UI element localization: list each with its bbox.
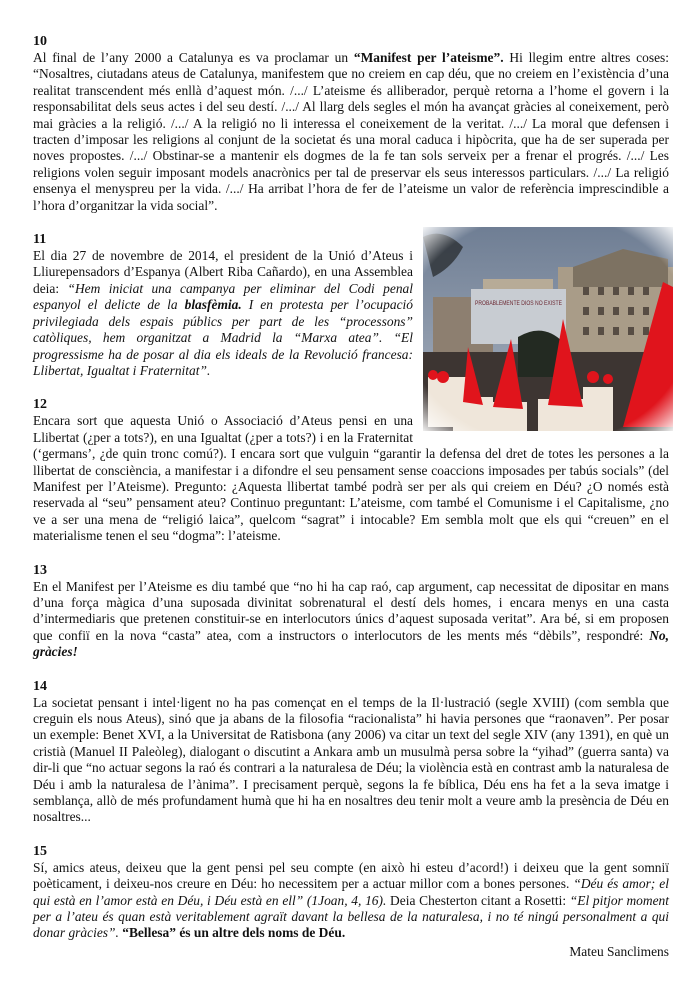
section-10 bbox=[33, 33, 669, 214]
emphasis-text: No, gràcies! bbox=[33, 627, 669, 660]
quote-text: “El pitjor moment per a l’ateu és quan està veritablement agraït davant la bellesa de la naturalesa, i no té ningú personalment a qui donar gràcies”. bbox=[33, 892, 670, 941]
section-11 bbox=[33, 231, 669, 379]
text-segment: Sí, amics ateus, deixeu que la gent pensi pel seu compte (en això hi esteu d’acord!) i deixeu que la gent somniï poèticament, i deixeu-nos creure en Déu: ho necessitem per a actuar millor com a bones persones. bbox=[33, 859, 669, 892]
section-paragraph bbox=[33, 579, 669, 661]
document-page bbox=[33, 33, 669, 960]
section-number: 14 bbox=[33, 678, 47, 694]
section-paragraph bbox=[33, 50, 669, 214]
author-signature: Mateu Sanclimens bbox=[569, 943, 669, 959]
section-15 bbox=[33, 843, 669, 960]
section-14 bbox=[33, 678, 669, 826]
section-paragraph bbox=[33, 695, 669, 826]
quote-text: “Hem iniciat una campanya per eliminar del Codi penal espanyol el delicte de la bbox=[33, 280, 413, 313]
section-paragraph bbox=[33, 860, 669, 942]
section-paragraph bbox=[33, 413, 669, 544]
text-segment: Deia Chesterton citant a Rosetti: bbox=[386, 892, 570, 908]
section-number: 13 bbox=[33, 562, 47, 578]
quote-text: “Déu és amor; el qui està en l’amor està en Déu, i Déu està en ell” (1Joan, 4, 16). bbox=[33, 876, 669, 908]
quote-text: I en protesta per l’ocupació privilegiada dels espais públics per part de les “processons” catòliques, hem organitzat a Madrid la “Marxa atea”. “El progressisme ha de posar al dia els ideals de la Revolució francesa: Llibertat, Igualtat i Fraternitat”. bbox=[33, 297, 413, 378]
section-13 bbox=[33, 562, 669, 661]
section-number: 10 bbox=[33, 34, 47, 49]
text-segment: El dia 27 de novembre de 2014, el president de la Unió d’Ateus i Lliurepensadors d’Espanya (Albert Riba Cañardo), en una Assemblea deia: bbox=[33, 248, 413, 296]
section-number: 12 bbox=[33, 397, 47, 413]
text-segment: Hi llegim entre altres coses: “Nosaltres, ciutadans ateus de Catalunya, manifestem que no creiem en cap déu, que no creiem en l’existència d’una realitat transcendent més enllà d’aquest món. /.../ L’ateisme és alliberador, perquè retorna a l’home el govern i la responsabilitat dels seus actes i del seu destí. /.../ Al llarg dels segles el món ha avançat gràcies al coneixement, però mai gràcies a la religió. /.../ A la religió no li interessa el coneixement de la veritat. /.../ La moral que defensen i tracten d’imposar les religions al conjunt de la societat és una moral caduca i hipòcrita, que ha de ser superada per noves propostes. /.../ Obstinar-se a mantenir els dogmes de la fe tan sols serveix per a frenar el progrés. /.../ Les religions volen seguir imposant models anacrònics per tal de preservar els seus interessos particulars. /.../ La religió ensenya el menyspreu per la vida. /.../ Ha arribat l’hora de fer de l’ateisme un valor de referència imprescindible a l’hora d’organitzar la vida social”. bbox=[33, 50, 669, 213]
text-segment: Al final de l’any 2000 a Catalunya es va proclamar un bbox=[33, 50, 354, 65]
section-number: 15 bbox=[33, 843, 47, 859]
emphasis-text: “Bellesa” és un altre dels noms de Déu. bbox=[122, 925, 346, 941]
text-segment: Encara sort que aquesta Unió o Associació d’Ateus pensi en una Llibertat (¿per a tots?), en una Igualtat (¿per a tots?) i en la Fraternitat (‘germans’, ¿de quin tronc comú?). I encara sort que vulguin “garantir la defensa del dret de totes les persones a la llibertat de consciència, a manifestar i a difondre el seu pensament sense coaccions imposades per tabús socials” (del Manifest per l’Ateisme). Pregunto: ¿Aquesta llibertat també podrà ser per als qui creiem en Déu? ¿O només està reservada al “seu” pensament ateu? Continuo preguntant: L’ateisme, com també el Comunisme i el Capitalisme, ¿no ve a ser una mena de “religió laica”, quelcom “sagrat” i intocable? Em sembla molt que els qui “creuen” en el materialisme tenen el seu “dogma”: l’ateisme. bbox=[33, 413, 669, 544]
procession-photo bbox=[423, 227, 673, 431]
emphasis-text: blasfèmia. bbox=[184, 297, 242, 313]
svg-text:PROBABLEMENTE DIOS NO EXISTE: PROBABLEMENTE DIOS NO EXISTE bbox=[475, 301, 562, 308]
text-segment: En el Manifest per l’Ateisme es diu també que “no hi ha cap raó, cap argument, cap necessitat de dipositar en mans d’una força màgica d’una suposada divinitat sobrenatural el destí dels homes, i encara menys en una casta d’intermediaris que pretenen constituir-se en interlocutors únics d’aquest suposada veritat”. Ara bé, si em proposen que confiï en la nova “casta” atea, com a instructors o interlocutors de les ments més “dèbils”, respondré: bbox=[33, 578, 669, 643]
emphasis-text: “Manifest per l’ateisme”. bbox=[353, 50, 504, 65]
section-number: 11 bbox=[33, 232, 47, 248]
text-segment: La societat pensant i intel·ligent no ha pas començat en el temps de la Il·lustració (segle XVIII) (com sembla que creguin els nous Ateus), sinó que ja abans de la filosofia “racionalista” hi havia persones que “raonaven”. Per posar un exemple: Benet XVI, a la Universitat de Ratisbona (any 2006) va citar un text del segle XIV (any 1391), en què un cristià (Manuel II Paleòleg), dialogant o discutint a Ankara amb un musulmà persa sobre la “yihad” (guerra santa) va dir-li que “no actuar segons la raó és contrari a la naturalesa de Déu; la violència està en contrast amb la naturalesa de Déu i amb la naturalesa de l’ànima”. I precisament perquè, segons la fe bíblica, Déu ens ha fet a la seva imatge i semblança, allò de més profundament humà que hi ha en nosaltres deu tenir molt a veure amb la presència de Déu en nosaltres... bbox=[33, 694, 669, 825]
